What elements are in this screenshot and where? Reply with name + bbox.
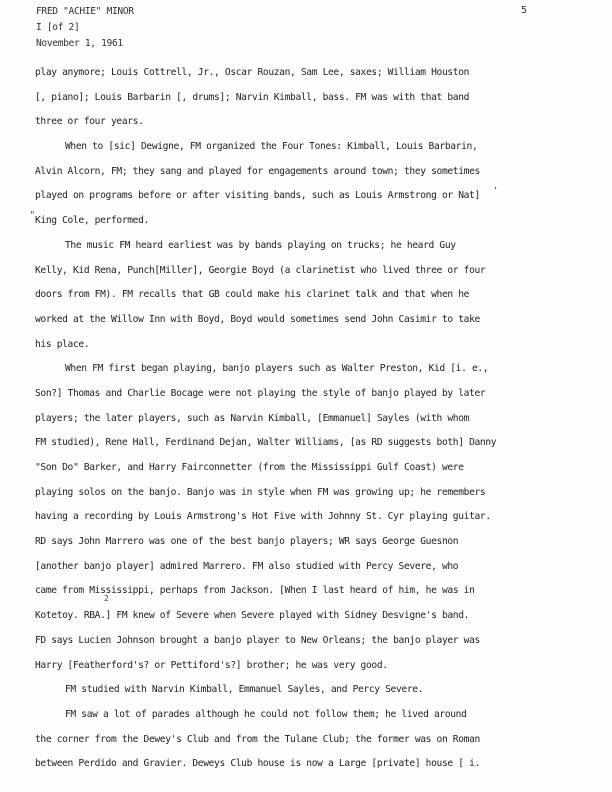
text-line: FD says Lucien Johnson brought a banjo player to New Orleans; the banjo player was: [35, 634, 480, 646]
text-line: play anymore; Louis Cottrell, Jr., Oscar Rouzan, Sam Lee, saxes; William Houston: [35, 67, 470, 78]
text-line: his place.: [35, 338, 90, 350]
text-line: When FM first began playing, banjo players such as Walter Preston, Kid [i. e.,: [65, 363, 489, 375]
text-line: FM studied), Rene Hall, Ferdinand Dejan, Walter Williams, [as RD suggests both] Danny: [35, 437, 497, 449]
text-line: "Son Do" Barker, and Harry Fairconnetter (from the Mississippi Gulf Coast) were: [35, 462, 464, 473]
text-line: FM studied with Narvin Kimball, Emmanuel Sayles, and Percy Severe.: [65, 684, 424, 696]
page-header: [36, 4, 134, 52]
text-line: Kelly, Kid Rena, Punch[Miller], Georgie Boyd (a clarinetist who lived three or four: [35, 264, 486, 276]
handwritten-mark: 2: [104, 594, 109, 603]
paragraph: [35, 135, 605, 234]
text-line: Son?] Thomas and Charlie Bocage were not playing the style of banjo played by later: [35, 387, 486, 399]
text-line: worked at the Willow Inn with Boyd, Boyd would sometimes send John Casimir to take: [35, 313, 480, 325]
text-line: playing solos on the banjo. Banjo was in style when FM was growing up; he remembers: [35, 486, 486, 498]
text-line: players; the later players, such as Narvin Kimball, [Emmanuel] Sayles (with whom: [35, 412, 470, 424]
paragraph: [35, 357, 605, 678]
text-line: [another banjo player] admired Marrero. FM also studied with Percy Severe, who: [35, 560, 459, 572]
text-line: [, piano]; Louis Barbarin [, drums]; Narvin Kimball, bass. FM was with that band: [35, 91, 470, 103]
text-line: played on programs before or after visiting bands, such as Louis Armstrong or Nat]: [35, 190, 480, 202]
text-line: came from Mississippi, perhaps from Jackson. [When I last heard of him, he was in: [35, 585, 475, 597]
text-line: Harry [Featherford's? or Pettiford's?] brother; he was very good.: [35, 659, 388, 671]
interviewee-name: FRED "ACHIE" MINOR: [36, 6, 134, 17]
text-line: doors from FM). FM recalls that GB could make his clarinet talk and that when he: [35, 289, 470, 301]
text-line: FM saw a lot of parades although he could not follow them; he lived around: [65, 708, 467, 720]
text-line: between Perdido and Gravier. Deweys Club house is now a Large [private] house [ i.: [35, 758, 480, 770]
text-line: RD says John Marrero was one of the best banjo players; WR says George Guesnon: [35, 536, 459, 548]
text-line: When to [sic] Dewigne, FM organized the Four Tones: Kimball, Louis Barbarin,: [65, 141, 478, 153]
text-line: The music FM heard earliest was by bands playing on trucks; he heard Guy: [65, 239, 456, 251]
paragraph: [35, 234, 605, 357]
text-line: having a recording by Louis Armstrong's Hot Five with Johnny St. Cyr playing guitar.: [35, 511, 491, 523]
handwritten-mark: “: [30, 210, 35, 219]
text-line: the corner from the Dewey's Club and from the Tulane Club; the former was on Roman: [35, 733, 480, 745]
paragraph: [35, 61, 605, 135]
text-line: Alvin Alcorn, FM; they sang and played for engagements around town; they sometimes: [35, 165, 480, 177]
reel-number: I [of 2]: [36, 22, 80, 33]
transcript-body: [35, 61, 605, 777]
interview-date: November 1, 1961: [36, 38, 123, 49]
text-line: King Cole, performed.: [35, 215, 149, 227]
handwritten-mark: ’: [493, 186, 498, 195]
text-line: Kotetoy. RBA.] FM knew of Severe when Severe played with Sidney Desvigne's band.: [35, 610, 470, 622]
page-number: 5: [521, 5, 527, 16]
text-line: three or four years.: [35, 116, 144, 128]
paragraph: [35, 678, 605, 703]
paragraph: [35, 703, 605, 777]
